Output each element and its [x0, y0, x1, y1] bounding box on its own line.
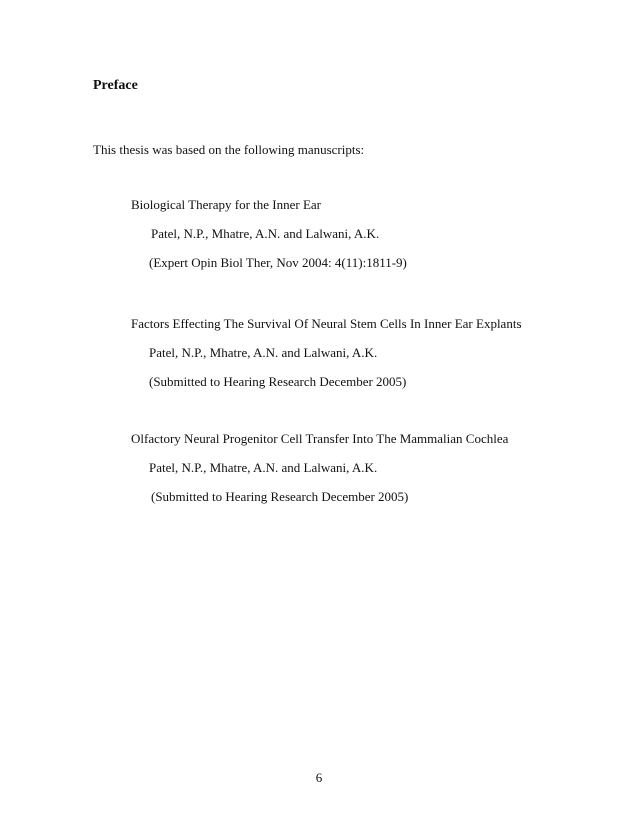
manuscript-authors: Patel, N.P., Mhatre, A.N. and Lalwani, A.K. [151, 226, 380, 241]
manuscript-title: Olfactory Neural Progenitor Cell Transfer Into The Mammalian Cochlea [131, 431, 509, 446]
manuscript-title: Biological Therapy for the Inner Ear [131, 197, 321, 212]
page-heading: Preface [93, 78, 138, 93]
manuscript-title: Factors Effecting The Survival Of Neural Stem Cells In Inner Ear Explants [131, 316, 522, 331]
manuscript-authors: Patel, N.P., Mhatre, A.N. and Lalwani, A.K. [149, 460, 378, 475]
page-number: 6 [315, 770, 323, 785]
manuscript-authors: Patel, N.P., Mhatre, A.N. and Lalwani, A.K. [149, 345, 378, 360]
intro-text: This thesis was based on the following manuscripts: [93, 142, 365, 157]
manuscript-status: (Submitted to Hearing Research December 2005) [151, 489, 409, 504]
manuscript-status: (Expert Opin Biol Ther, Nov 2004: 4(11):1811-9) [149, 255, 407, 270]
manuscript-status: (Submitted to Hearing Research December 2005) [149, 374, 407, 389]
